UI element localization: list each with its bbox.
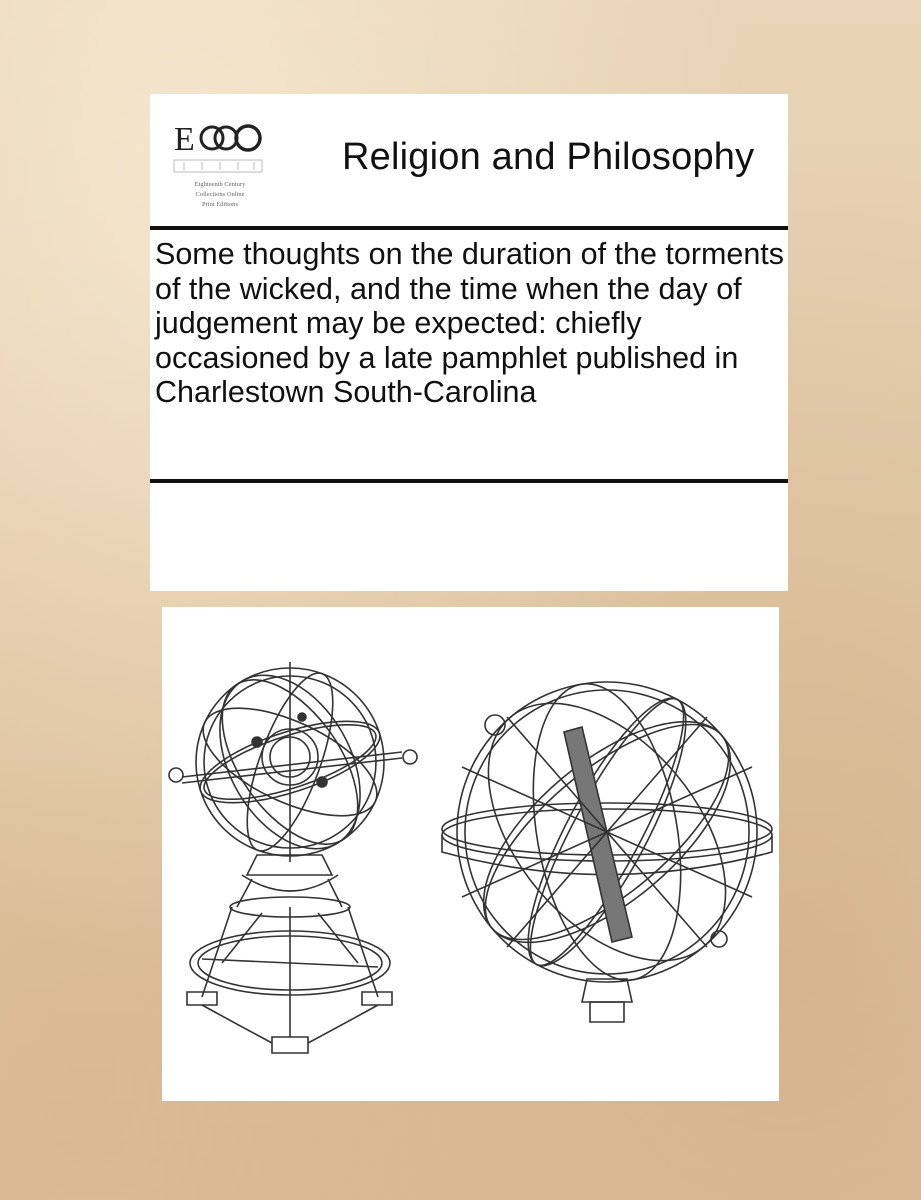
title-label-panel	[150, 94, 788, 591]
ecco-logo-letters: E	[174, 121, 195, 158]
bottom-rule	[150, 479, 788, 483]
armillary-sphere-on-stand	[169, 651, 417, 1053]
armillary-sphere-globe	[442, 659, 773, 1022]
svg-text:Collections Online: Collections Online	[195, 191, 245, 198]
svg-text:Eighteenth Century: Eighteenth Century	[194, 181, 246, 188]
top-rule	[150, 226, 788, 230]
armillary-spheres-engraving	[162, 607, 779, 1101]
ecco-logo	[172, 106, 268, 216]
ecco-logo-mark	[172, 106, 268, 216]
illustration-plate	[162, 607, 779, 1101]
series-title: Religion and Philosophy	[342, 136, 755, 178]
book-title: Some thoughts on the duration of the torments of the wicked, and the time when the day of judgement may be expected: chiefly occasioned by a late pamphlet published in Charlestown South-Carolina	[155, 237, 785, 409]
svg-text:Print Editions: Print Editions	[202, 201, 238, 208]
